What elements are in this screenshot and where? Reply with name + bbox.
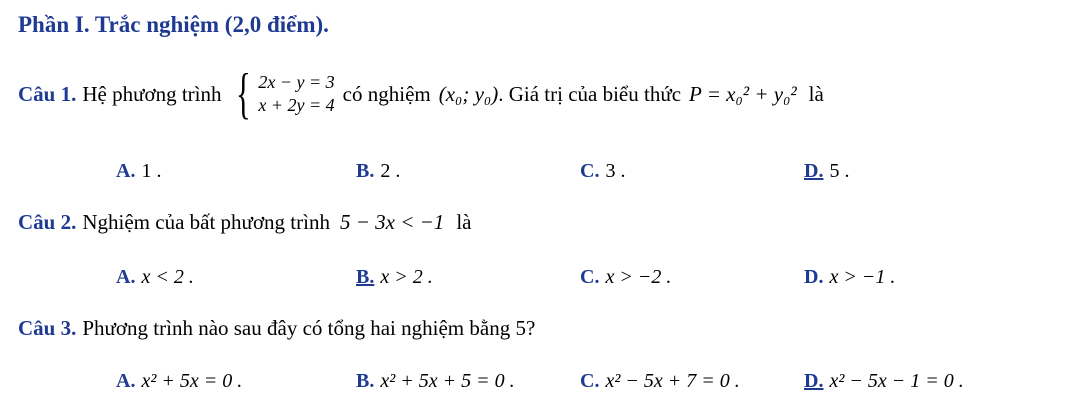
option-letter: B. — [356, 266, 375, 288]
option-letter: C. — [580, 160, 600, 182]
question-2-label: Câu 2. — [18, 210, 77, 234]
option-value: 1 . — [141, 160, 162, 182]
question-1-text-mid: có nghiệm — [342, 81, 431, 106]
q2-option-c[interactable] — [580, 266, 671, 289]
question-2-text-end: là — [456, 210, 472, 234]
equation-2: x + 2y = 4 — [258, 95, 335, 115]
option-letter: C. — [580, 266, 600, 288]
inequality: 5 − 3x < −1 — [339, 210, 445, 234]
q1-option-b[interactable] — [356, 160, 400, 183]
option-value: 5 . — [829, 160, 850, 182]
option-letter: C. — [580, 370, 600, 392]
option-letter: B. — [356, 370, 375, 392]
q1-option-d[interactable] — [804, 160, 849, 183]
question-1-text-end: là — [808, 81, 824, 106]
question-1 — [18, 63, 824, 125]
question-2 — [18, 210, 471, 235]
q2-option-b[interactable] — [356, 266, 433, 289]
q2-option-a[interactable] — [116, 266, 194, 289]
option-letter: A. — [116, 160, 136, 182]
option-letter: A. — [116, 370, 136, 392]
q2-option-d[interactable] — [804, 266, 895, 289]
question-3-text: Phương trình nào sau đây có tổng hai nghiệm bằng 5? — [82, 316, 536, 340]
option-value: x² + 5x + 5 = 0 . — [380, 370, 515, 392]
q1-option-a[interactable] — [116, 160, 161, 183]
question-1-label: Câu 1. — [18, 81, 77, 106]
option-letter: A. — [116, 266, 136, 288]
brace-symbol: { — [235, 63, 251, 125]
question-1-text-mid2: . Giá trị của biểu thức — [498, 81, 682, 106]
equation-system — [230, 63, 335, 125]
option-value: x > −2 . — [605, 266, 672, 288]
question-1-text-before: Hệ phương trình — [82, 81, 222, 106]
option-value: x² − 5x + 7 = 0 . — [605, 370, 740, 392]
equation-1: 2x − y = 3 — [258, 72, 335, 92]
q3-option-a[interactable] — [116, 370, 242, 393]
option-letter: D. — [804, 266, 824, 288]
option-letter: D. — [804, 160, 824, 182]
section-heading: Phần I. Trắc nghiệm (2,0 điểm). — [18, 12, 329, 37]
option-letter: B. — [356, 160, 375, 182]
option-value: 2 . — [380, 160, 401, 182]
question-3 — [18, 316, 535, 341]
question-3-label: Câu 3. — [18, 316, 77, 340]
option-value: x² + 5x = 0 . — [141, 370, 243, 392]
option-value: x > −1 . — [829, 266, 896, 288]
q1-option-c[interactable] — [580, 160, 625, 183]
option-value: x² − 5x − 1 = 0 . — [829, 370, 964, 392]
q3-option-d[interactable] — [804, 370, 964, 393]
solution-pair: (x₀; y₀) — [438, 81, 499, 106]
option-value: x > 2 . — [380, 266, 433, 288]
expression-p: P = x₀² + y₀² — [689, 81, 797, 106]
question-2-text-before: Nghiệm của bất phương trình — [82, 210, 330, 234]
option-value: 3 . — [605, 160, 626, 182]
q3-option-c[interactable] — [580, 370, 740, 393]
option-letter: D. — [804, 370, 824, 392]
option-value: x < 2 . — [141, 266, 194, 288]
q3-option-b[interactable] — [356, 370, 515, 393]
